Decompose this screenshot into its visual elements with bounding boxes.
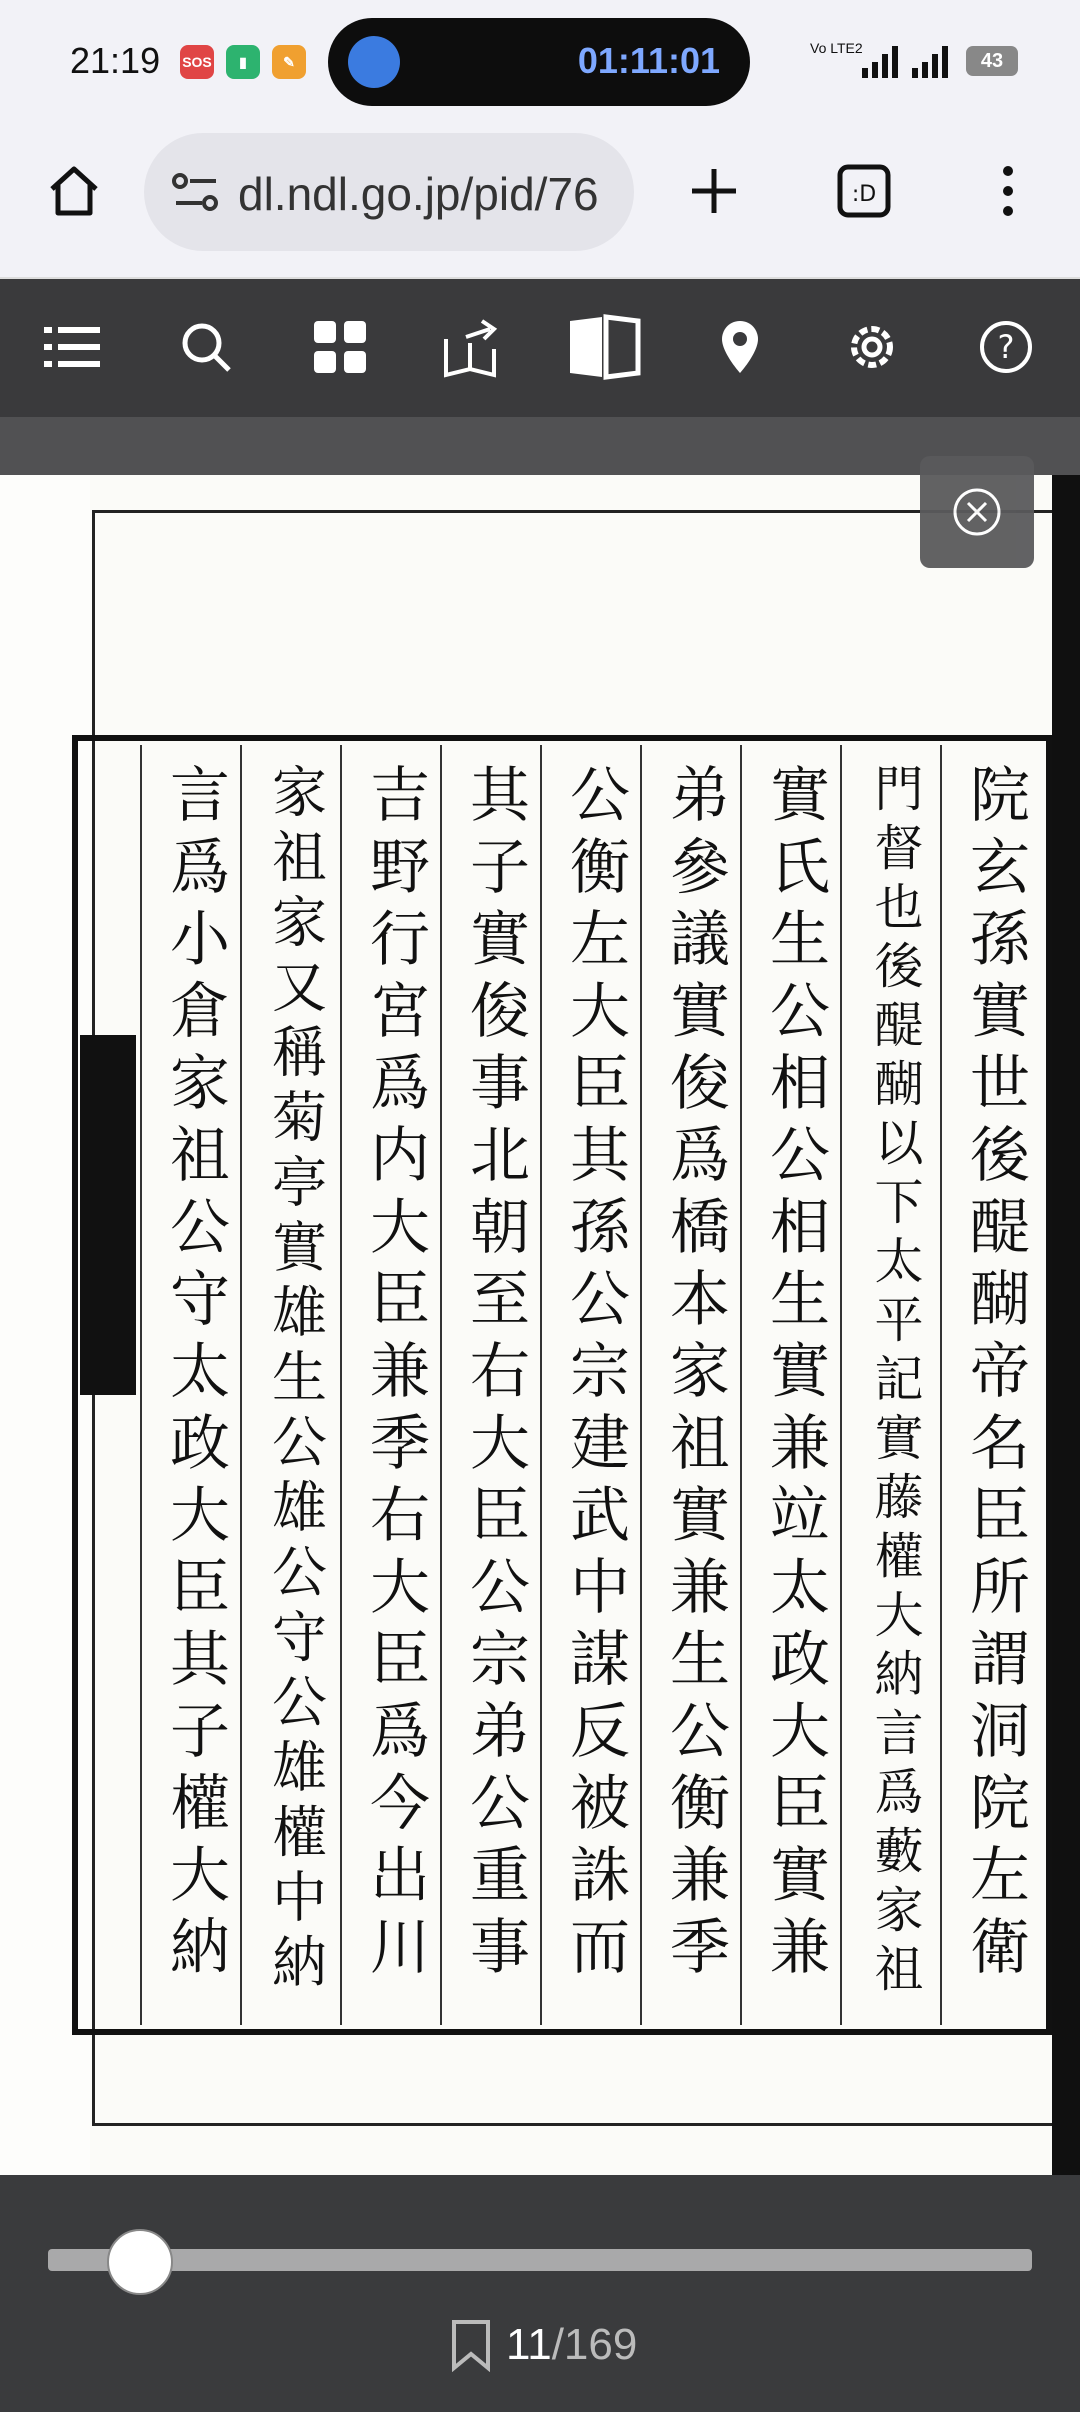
network-label: Vo LTE2 <box>810 40 863 56</box>
new-tab-icon[interactable] <box>676 153 752 229</box>
column-text: 實氏生公相公相生實兼竝太政大臣實兼 <box>760 763 830 1987</box>
column-text: 家祖家又稱菊亭實雄生公雄公守公雄權中納 <box>263 763 327 1998</box>
total-pages: /169 <box>551 2320 638 2369</box>
page-edge <box>1052 475 1080 2175</box>
page-indicator <box>450 2310 637 2380</box>
book-icon[interactable] <box>566 309 642 385</box>
viewer-toolbar <box>0 279 1080 417</box>
svg-text:?: ? <box>997 328 1015 366</box>
text-column <box>940 745 1040 2025</box>
settings-gear-icon[interactable] <box>834 309 910 385</box>
scanned-page[interactable] <box>0 475 1080 2175</box>
home-icon[interactable] <box>36 153 112 229</box>
column-text: 其子實俊事北朝至右大臣公宗弟公重事 <box>460 763 530 1987</box>
battery-saver-icon: ▮ <box>226 45 260 79</box>
current-page: 11 <box>506 2320 552 2369</box>
help-icon[interactable] <box>968 309 1044 385</box>
timer-text: 01:11:01 <box>577 40 720 81</box>
column-text: 言爲小倉家祖公守太政大臣其子權大納 <box>160 763 230 1987</box>
search-icon[interactable] <box>168 309 244 385</box>
text-column <box>540 745 640 2025</box>
pager-bar <box>0 2175 1080 2412</box>
text-column <box>440 745 540 2025</box>
close-icon <box>950 485 1004 539</box>
tab-switcher-icon[interactable] <box>826 153 902 229</box>
page-slider-track[interactable] <box>48 2249 1032 2271</box>
column-text: 弟參議實俊爲橋本家祖實兼生公衡兼季 <box>660 763 730 1987</box>
text-column <box>640 745 740 2025</box>
viewer-gap <box>0 417 1080 475</box>
svg-text::D: :D <box>851 182 877 207</box>
share-book-icon[interactable] <box>434 309 510 385</box>
signal-icon <box>862 44 956 78</box>
battery-icon: 43 <box>966 46 1018 76</box>
url-bar[interactable] <box>144 133 634 251</box>
more-options-icon[interactable] <box>970 153 1046 229</box>
column-text: 吉野行宮爲内大臣兼季右大臣爲今出川 <box>360 763 430 1987</box>
text-column <box>140 745 240 2025</box>
timer-pill[interactable] <box>328 18 750 106</box>
text-column <box>240 745 340 2025</box>
text-column <box>740 745 840 2025</box>
column-text: 門督也後醍醐以下太平記實藤權大納言爲藪家祖 <box>867 763 924 2002</box>
status-time: 21:19 <box>70 40 161 81</box>
sos-icon: SOS <box>180 45 214 79</box>
close-overlay-button[interactable] <box>920 456 1034 568</box>
menu-list-icon[interactable] <box>34 309 110 385</box>
url-text: dl.ndl.go.jp/pid/76 <box>238 168 599 220</box>
bookmark-icon[interactable] <box>450 2318 492 2372</box>
text-column <box>840 745 940 2025</box>
text-column <box>340 745 440 2025</box>
column-text: 公衡左大臣其孫公宗建武中謀反被誅而 <box>560 763 630 1987</box>
app-notification-icon: ✎ <box>272 45 306 79</box>
status-bar <box>0 0 1080 125</box>
site-settings-icon[interactable] <box>170 167 222 217</box>
stopwatch-icon <box>348 36 400 88</box>
location-pin-icon[interactable] <box>702 309 778 385</box>
browser-toolbar <box>0 125 1080 279</box>
column-text: 院玄孫實世後醍醐帝名臣所謂洞院左衛 <box>960 763 1030 1987</box>
grid-icon[interactable] <box>302 309 378 385</box>
page-slider-thumb[interactable] <box>107 2229 173 2295</box>
